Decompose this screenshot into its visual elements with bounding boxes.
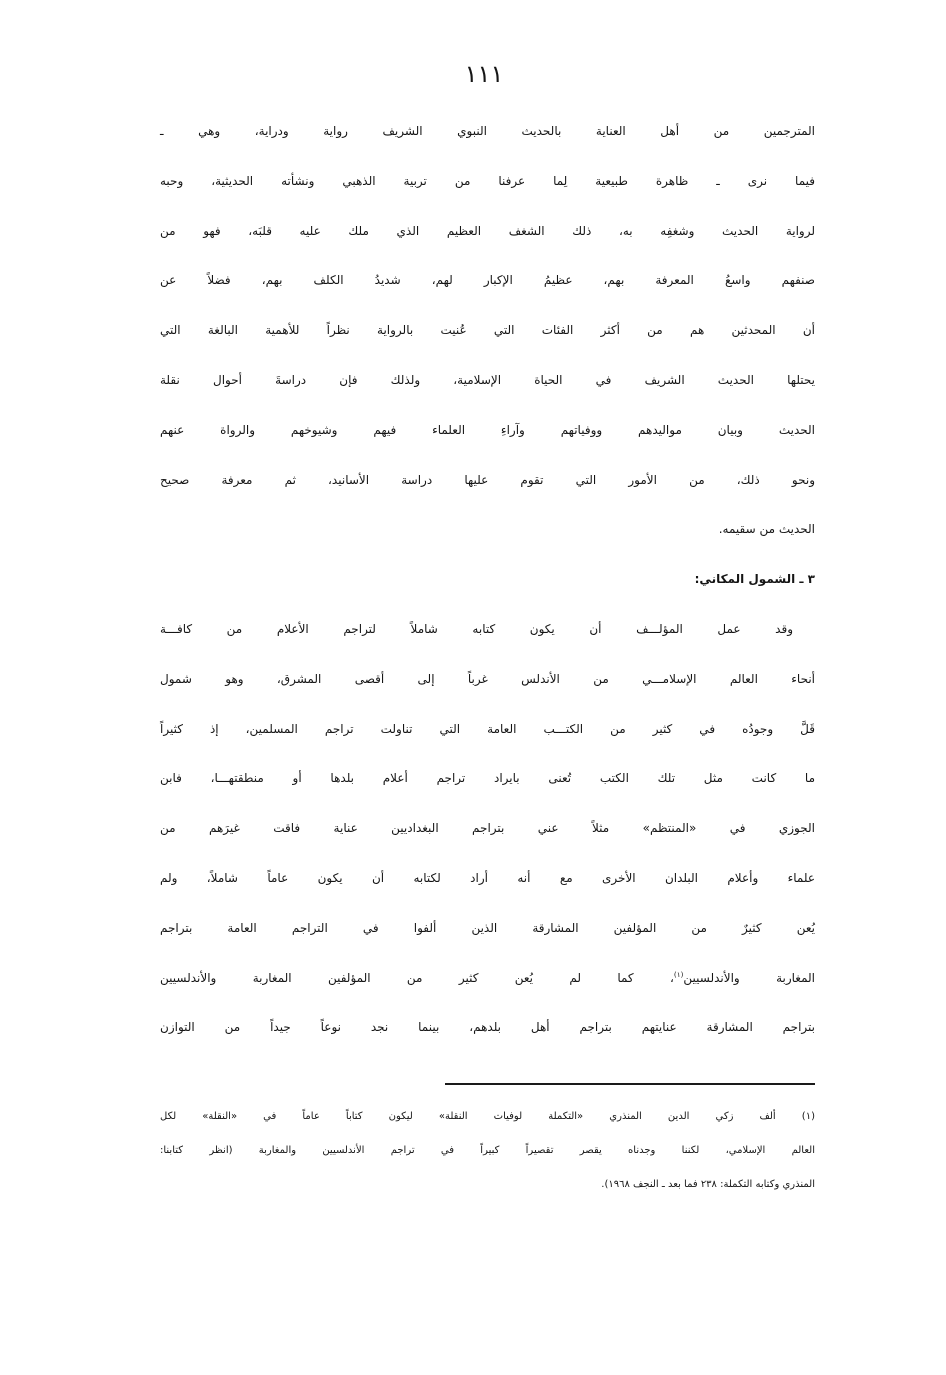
footnote-line: (١) ألف زكي الدين المنذري «التكملة لوفيات النقلة» ليكون كتاباً عاماً في «النقلة» لكل	[160, 1111, 815, 1122]
footnote-separator	[445, 1083, 815, 1085]
section-heading: ٣ ـ الشمول المكاني:	[694, 572, 815, 587]
paragraph-1-line: ونحو ذلك، من الأمور التي تقوم عليها دراسة الأسانيد، ثم معرفة صحيح	[160, 472, 815, 487]
page-number: ١١١	[464, 60, 504, 88]
paragraph-1-line: فيما نرى ـ ظاهرة طبيعية لِما عرفنا من تربية الذهبي ونشأته الحديثية، وحبه	[160, 173, 815, 188]
paragraph-1-line: الحديث من سقيمه.	[718, 522, 815, 537]
paragraph-2-line	[160, 954, 815, 1004]
paragraph-1-line: أن المحدثين هم من أكثر الفئات التي عُنيت بالرواية نظراً للأهمية البالغة التي	[160, 323, 815, 338]
paragraph-1-line: يحتلها الحديث الشريف في الحياة الإسلامية، ولذلك فإن دراسةَ أحوال نقلة	[160, 372, 815, 387]
paragraph-2-line: علماء وأعلام البلدان الأخرى مع أنه أراد لكتابه أن يكون عاماً شاملاً، ولم	[160, 870, 815, 885]
paragraph-2-line: قَلَّ وجودُه في كثير من الكتـــب العامة التي تناولت تراجم المسلمين، إذ كثيراً	[160, 721, 815, 736]
paragraph-1-line: لرواية الحديث وشغفِه به، ذلك الشغف العظيم الذي ملك عليه قلبَه، فهو من	[160, 223, 815, 238]
paragraph-1-line: المترجمين من أهل العناية بالحديث النبوي الشريف رواية ودراية، وهي ـ	[160, 124, 815, 138]
paragraph-2-line: أنحاء العالم الإسلامـــي من الأندلس غرباً إلى أقصى المشرق، وهو شمول	[160, 671, 815, 686]
paragraph-1-line: صنفهم واسعُ المعرفة بهم، عظيمُ الإكبار لهم، شديدُ الكلف بهم، فضلاً عن	[160, 273, 815, 288]
footnote-line: المنذري وكتابه التكملة: ٢٣٨ فما بعد ـ النجف ١٩٦٨).	[601, 1179, 815, 1190]
paragraph-2-line: يُعن كثيرٌ من المؤلفين المشارقة الذين ألفوا في التراجم العامة بتراجم	[160, 920, 815, 935]
paragraph-2-line: بتراجم المشارقة عنايتهم بتراجم أهل بلدهم، بينما نجد نوعاً جيداً من التوازن	[160, 1020, 815, 1035]
paragraph-2-line: وقد عمل المؤلـــف أن يكون كتابه شاملاً لتراجم الأعلام من كافـــة	[160, 621, 793, 636]
paragraph-1-line: الحديث وبيان مواليدهم ووفياتهم وآراءِ العلماء فيهم وشيوخهم والرواة عنهم	[160, 422, 815, 437]
line-text: ، كما لم يُعن كثير من المؤلفين المغاربة والأندلسيين	[160, 970, 674, 985]
footnote-line: العالم الإسلامي، لكننا وجدناه يقصر تقصيراً كبيراً في تراجم الأندلسيين والمغاربة (انظر كتابنا:	[160, 1145, 815, 1156]
body-text	[160, 107, 815, 1053]
line-text: المغاربة والأندلسيين	[683, 970, 816, 985]
paragraph-2-line: ما كانت مثل تلك الكتب تُعنى بايراد تراجم أعلام بلدها أو منطقتهـــا، فابن	[160, 771, 815, 786]
footnote	[160, 1100, 815, 1202]
footnote-reference: (١)	[673, 969, 684, 979]
paragraph-2-line: الجوزي في «المنتظم» مثلاً عني بتراجم البغداديين عناية فاقت غيرَهم من	[160, 821, 815, 836]
